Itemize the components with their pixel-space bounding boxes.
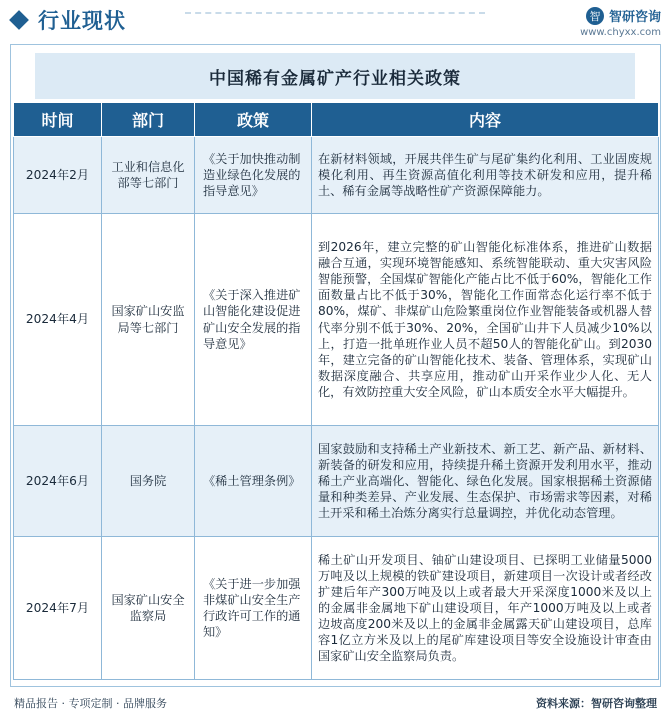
cell-content: 在新材料领域，开展共伴生矿与尾矿集约化利用、工业固废规模化利用、再生资源高值化利用等技术研发和应用，提升稀土、稀有金属等战略性矿产资源保障能力。 bbox=[312, 137, 659, 214]
cell-policy: 《关于加快推动制造业绿色化发展的指导意见》 bbox=[195, 137, 312, 214]
brand-logo-icon: 智 bbox=[586, 7, 604, 25]
brand-url: www.chyxx.com bbox=[580, 27, 661, 38]
cell-dept: 国家矿山安监局等七部门 bbox=[102, 214, 195, 426]
column-header-dept: 部门 bbox=[102, 103, 195, 137]
cell-time: 2024年6月 bbox=[14, 426, 102, 537]
cell-policy: 《稀土管理条例》 bbox=[195, 426, 312, 537]
brand-block bbox=[580, 6, 661, 38]
cell-policy: 《关于深入推进矿山智能化建设促进矿山安全发展的指导意见》 bbox=[195, 214, 312, 426]
cell-policy: 《关于进一步加强非煤矿山安全生产行政许可工作的通知》 bbox=[195, 537, 312, 680]
cell-dept: 国家矿山安全监察局 bbox=[102, 537, 195, 680]
policy-table bbox=[13, 102, 659, 680]
cell-time: 2024年2月 bbox=[14, 137, 102, 214]
cell-time: 2024年7月 bbox=[14, 537, 102, 680]
footer-tagline: 精品报告 · 专项定制 · 品牌服务 bbox=[14, 697, 167, 710]
table-row bbox=[14, 426, 659, 537]
page-footer bbox=[0, 691, 671, 715]
cell-content: 国家鼓励和支持稀土产业新技术、新工艺、新产品、新材料、新装备的研发和应用，持续提升稀土资源开发利用水平，推动稀土产业高端化、智能化、绿色化发展。国家根据稀土资源储量和种类差异、产业发展、生态保护、市场需求等因素，对稀土开采和稀土冶炼分离实行总量调控，并优化动态管理。 bbox=[312, 426, 659, 537]
table-row bbox=[14, 537, 659, 680]
policy-table-frame bbox=[10, 44, 661, 687]
table-row bbox=[14, 214, 659, 426]
column-header-time: 时间 bbox=[14, 103, 102, 137]
column-header-content: 内容 bbox=[312, 103, 659, 137]
table-title-bar bbox=[35, 53, 635, 99]
column-header-policy: 政策 bbox=[195, 103, 312, 137]
table-title: 中国稀有金属矿产行业相关政策 bbox=[209, 68, 461, 89]
cell-dept: 国务院 bbox=[102, 426, 195, 537]
cell-content: 稀土矿山开发项目、铀矿山建设项目、已探明工业储量5000万吨及以上规模的铁矿建设项目，新建项目一次设计或者经改扩建后年产300万吨及以上或者最大开采深度1000米及以上的金属非金属地下矿山建设项目，年产1000万吨及以上或者边坡高度200米及以上的金属非金属露天矿山建设项目，总库容1亿立方米及以上的尾矿库建设项目等安全设施设计审查由国家矿山安全监察局负责。 bbox=[312, 537, 659, 680]
brand-name: 智研咨询 bbox=[608, 10, 661, 25]
section-header bbox=[0, 0, 671, 40]
cell-dept: 工业和信息化部等七部门 bbox=[102, 137, 195, 214]
section-title: 行业现状 bbox=[38, 9, 126, 33]
table-header-row bbox=[14, 103, 659, 137]
cell-content: 到2026年，建立完整的矿山智能化标准体系，推进矿山数据融合互通，实现环境智能感知、系统智能联动、重大灾害风险智能预警，全国煤矿智能化产能占比不低于60%，智能化工作面数量占比不低于30%，智能化工作面常态化运行率不低于80%，煤矿、非煤矿山危险繁重岗位作业智能装备或机器人替代率分别不低于30%、20%，全国矿山井下人员减少10%以上，打造一批单班作业人员不超50人的智能化矿山。到2030年，建立完备的矿山智能化技术、装备、管理体系，实现矿山数据深度融合、共享应用，推动矿山开采作业少人化、无人化，有效防控重大安全风险，矿山本质安全水平大幅提升。 bbox=[312, 214, 659, 426]
table-row bbox=[14, 137, 659, 214]
cell-time: 2024年4月 bbox=[14, 214, 102, 426]
footer-source: 资料来源：智研咨询整理 bbox=[536, 697, 657, 710]
diamond-icon bbox=[9, 10, 29, 30]
header-divider bbox=[185, 12, 485, 15]
